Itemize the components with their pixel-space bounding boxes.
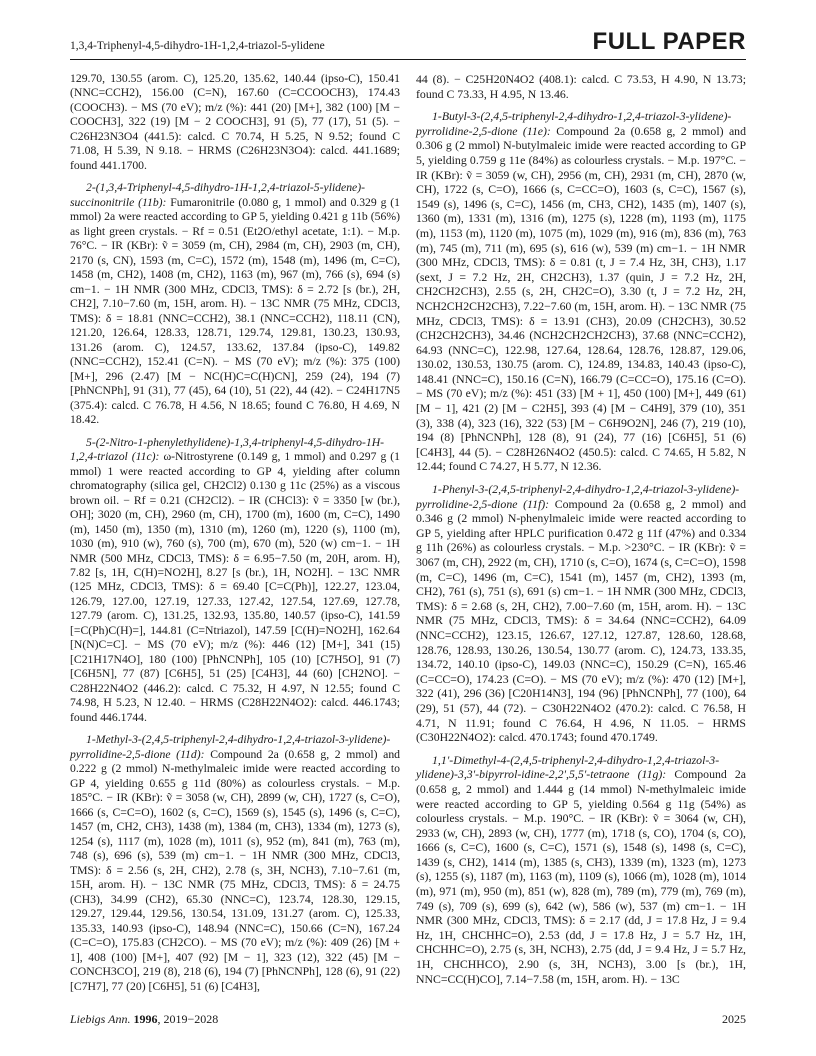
paragraph [416,109,746,474]
section-label: FULL PAPER [592,28,746,55]
paragraph [70,733,400,994]
right-column [416,72,746,994]
paragraph-body: ω-Nitrostyrene (0.149 g, 1 mmol) and 0.297 g (1 mmol) 1 were reacted according to GP 4, yielding after column chromatography (silica gel, CH2Cl2) 0.130 g 11c (25%) as a viscous brown oil. − Rf = 0.21 (CH2Cl2). − IR (CHCl3): ṽ = 3350 [w (br.), OH]; 3020 (m, CH), 2960 (m, CH), 1700 (m), 1600 (m, C=C), 1490 (m), 1450 (m), 1350 (m), 1310 (m), 1260 (m), 1220 (s), 1100 (m), 1030 (m), 910 (w), 760 (s), 700 (m), 670 (m), 520 (w) cm−1. − 1H NMR (500 MHz, CDCl3, TMS): δ = 6.95−7.50 (m, 20H, arom. H), 7.82 [s, 1H, C(H)=NO2H], 8.27 [s (br.), 1H, NO2H]. − 13C NMR (125 MHz, CDCl3, TMS): δ = 69.40 [C=C(Ph)], 122.27, 123.04, 126.79, 127.00, 127.19, 127.33, 127.42, 127.54, 127.69, 127.78, 127.79 (arom. C), 131.25, 132.93, 135.80, 140.57 (ipso-C), 141.59 [=C(Ph)C(H)=], 144.81 (C=Ntriazol), 147.59 [C(H)=NO2H], 162.64 [N(N)C=C]. − MS (70 eV); m/z (%): 446 (12) [M+], 341 (15) [C21H17N4O], 180 (100) [PhNCNPh], 105 (10) [C7H5O], 91 (7) [C6H5N], 77 (87) [C6H5], 51 (25) [C4H3], 44 (60) [CH2NO]. − C28H22N4O2 (446.2): calcd. C 75.32, H 4.97, N 12.55; found C 74.98, H 5.23, N 12.40. − HRMS (C28H22N4O2): calcd. 446.1743; found 446.1744. [70,450,400,724]
paragraph-body: Compound 2a (0.658 g, 2 mmol) and 0.346 g (2 mmol) N-phenylmaleic imide were reacted according to GP 5, yielding after HPLC purification 0.472 g 11f (47%) and 0.334 g 11h (26%) as colourless crystals. − M.p. >230°C. − IR (KBr): ṽ = 3067 (m, CH), 2922 (m, CH), 1710 (s, C=O), 1674 (s, C=C=O), 1598 (m, C=C), 1496 (m, C=C), 1541 (m), 1457 (m, CH2), 1393 (m, CH2), 761 (s), 751 (s), 691 (s) cm−1. − 1H NMR (300 MHz, CDCl3, TMS): δ = 2.68 (s, 2H, CH2), 7.00−7.60 (m, 15H, arom. H). − 13C NMR (75 MHz, CDCl3, TMS): δ = 34.64 (NNC=CCH2), 64.09 (NNC=CCH2), 123.15, 126.67, 127.12, 127.87, 128.60, 128.68, 128.76, 128.93, 130.26, 130.54, 130.77 (arom. C), 124.73, 133.35, 134.72, 140.10 (ipso-C), 149.03 (NNC=C), 150.29 (C=N), 165.46 (C=CC=O), 174.23 (C=O). − MS (70 eV); m/z (%): 470 (12) [M+], 322 (41), 296 (36) [C20H14N3], 194 (96) [PhNCNPh], 77 (100), 64 (29), 51 (57), 44 (72). − C30H22N4O2 (470.2): calcd. C 76.58, H 4.71, N 11.91; found C 76.64, H 4.96, N 11.05. − HRMS (C30H22N4O2): calcd. 470.1743; found 470.1749. [416,496,747,745]
journal-pages: 2019−2028 [163,1012,219,1026]
paragraph [416,753,746,987]
journal-citation: Liebigs Ann. 1996, 2019−2028 [70,1012,219,1026]
journal-year: 1996 [133,1012,158,1026]
paragraph [416,482,746,745]
compound-title: 1-Butyl-3-(2,4,5-triphenyl-2,4-dihydro-1,2,4-triazol-3-ylidene)-pyrrolidine-2,5-dione (11e): [416,109,732,138]
paragraph-body: Compound 2a (0.658 g, 2 mmol) and 1.444 g (14 mmol) N-methylmaleic imide were reacted according to GP 5, yielding 0.564 g 11g (54%) as colourless crystals. − M.p. 190°C. − IR (KBr): ṽ = 3064 (w, CH), 2933 (w, CH), 2893 (w, CH), 1777 (m), 1718 (s, CO), 1704 (s, CO), 1666 (s, C=C), 1600 (s, C=C), 1571 (s), 1548 (s), 1498 (s, C=C), 1439 (s, CH2), 1414 (m), 1385 (s, CH3), 1339 (m), 1323 (m), 1273 (s), 1255 (s), 1187 (m), 1163 (m), 1109 (s), 1066 (m), 1028 (m), 1014 (m), 971 (m), 950 (m), 851 (w), 828 (m), 789 (m), 779 (m), 769 (m), 749 (s), 709 (s), 699 (s), 642 (w), 586 (w), 537 (m) cm−1. − 1H NMR (300 MHz, CDCl3, TMS): δ = 2.17 (dd, J = 17.8 Hz, J = 9.4 Hz, 1H, CHCHHC=O), 2.53 (dd, J = 17.8 Hz, J = 5.7 Hz, 1H, CHCHHC=O), 2.75 (s, 3H, NCH3), 2.75 (dd, J = 9.4 Hz, J = 5.7 Hz, 1H, CHCHHCO), 2.90 (s, 3H, NCH3), 3.00 [s (br.), 1H, NNC=CC(H)CO], 7.14−7.58 (m, 15H, arom. H). − 13C [416,767,747,986]
paragraph [70,436,400,726]
paragraph-body: Compound 2a (0.658 g, 2 mmol) and 0.222 g (2 mmol) N-methylmaleic imide were reacted according to GP 4, yielding 0.655 g 11d (80%) as colourless crystals. − M.p. 185°C. − IR (KBr): ṽ = 3058 (w, CH), 2899 (w, CH), 1727 (s, C=O), 1666 (s, C=C=O), 1602 (s, C=C), 1569 (s), 1545 (s), 1496 (s, C=C), 1457 (m, CH2, CH3), 1438 (m), 1384 (m, CH3), 1334 (m), 1273 (s), 1254 (s), 1117 (m), 1028 (m), 1011 (s), 952 (m), 841 (m), 763 (m), 748 (s), 696 (s), 539 (m) cm−1. − 1H NMR (300 MHz, CDCl3, TMS): δ = 2.56 (s, 2H, CH2), 2.78 (s, 3H, NCH3), 7.10−7.61 (m, 15H, arom. H). − 13C NMR (75 MHz, CDCl3, TMS): δ = 24.75 (CH3), 34.99 (CH2), 65.30 (NNC=C), 123.74, 128.30, 129.15, 129.27, 129.44, 129.56, 130.54, 131.09, 131.27 (arom. C), 125.33, 135.33, 140.93 (ipso-C), 148.94 (NNC=C), 150.66 (C=N), 167.24 (C=C=O), 175.83 (CH2CO). − MS (70 eV); m/z (%): 409 (26) [M + 1], 408 (100) [M+], 407 (92) [M − 1], 323 (12), 322 (45) [M − CONCH3CO], 219 (8), 218 (6), 194 (7) [PhNCNPh], 128 (6), 91 (22) [C7H7], 77 (20) [C6H5], 51 (6) [C4H3], [70,747,401,993]
paragraph-body: 44 (8). − C25H20N4O2 (408.1): calcd. C 73.53, H 4.90, N 13.73; found C 73.33, H 4.95, N 13.46. [416,72,746,101]
compound-title: 1-Phenyl-3-(2,4,5-triphenyl-2,4-dihydro-1,2,4-triazol-3-ylidene)-pyrrolidine-2,5-dione (11f): [416,482,740,511]
journal-name: Liebigs Ann. [70,1012,131,1026]
paragraph [416,72,746,101]
paragraph [70,72,400,173]
header-rule [70,59,746,60]
paragraph [70,181,400,427]
paragraph-body: Fumaronitrile (0.080 g, 1 mmol) and 0.329 g (1 mmol) 2a were reacted according to GP 5, yielding 0.421 g 11b (56%) as light green crystals. − Rf = 0.51 (Et2O/ethyl acetate, 1:1). − M.p. 76°C. − IR (KBr): ṽ = 3059 (m, CH), 2984 (m, CH), 2903 (m, CH), 2170 (s, CN), 1593 (m, C=C), 1572 (m), 1548 (m), 1496 (m, C=C), 1458 (m, CH2), 1408 (m, CH2), 1163 (m), 967 (m), 766 (s), 694 (s) cm−1. − 1H NMR (300 MHz, CDCl3, TMS): δ = 2.72 [s (br.), 2H, CH2], 7.10−7.60 (m, 15H, arom. H). − 13C NMR (75 MHz, CDCl3, TMS): δ = 18.81 (NNC=CCH2), 38.1 (NNC=CCH2), 118.11 (CN), 121.20, 126.64, 128.33, 128.71, 129.74, 129.81, 130.23, 130.93, 131.26 (arom. C), 124.57, 133.62, 137.84 (ipso-C), 149.82 (NNC=CCH2), 152.41 (C=N). − MS (70 eV); m/z (%): 375 (100) [M+], 296 (2.47) [M − NC(H)C=C(H)CN], 259 (24), 194 (7) [PhNCNPh], 91 (31), 77 (45), 64 (10), 51 (22), 44 (42). − C24H17N5 (375.4): calcd. C 76.78, H 4.56, N 18.65; found C 76.80, H 4.69, N 18.42. [70,195,401,427]
paragraph-body: Compound 2a (0.658 g, 2 mmol) and 0.306 g (2 mmol) N-butylmaleic imide were reacted according to GP 5, yielding 0.759 g 11e (84%) as colourless crystals. − M.p. 197°C. − IR (KBr): ṽ = 3059 (w, CH), 2956 (m, CH), 2931 (m, CH), 2870 (w, CH), 1722 (s, C=O), 1666 (s, C=CC=O), 1603 (s, C=C), 1567 (s), 1549 (s), 1496 (s, C=C), 1456 (m, CH3, CH2), 1435 (m), 1407 (s), 1360 (m), 1331 (m), 1316 (m), 1275 (s), 1228 (m), 1193 (m), 1175 (m), 1153 (m), 1120 (m), 1075 (m), 1029 (m), 916 (m), 836 (m), 763 (m), 745 (m), 711 (m), 695 (s), 616 (w), 539 (m) cm−1. − 1H NMR (300 MHz, CDCl3, TMS): δ = 0.81 (t, J = 7.4 Hz, 3H, CH3), 1.17 (sext, J = 7.2 Hz, 2H, CH2CH3), 1.37 (quin, J = 7.2 Hz, 2H, CH2CH2CH3), 2.55 (s, 2H, CH2C=O), 3.30 (t, J = 7.2 Hz, 2H, NCH2CH2CH2CH3), 7.22−7.60 (m, 15H, arom. H). − 13C NMR (75 MHz, CDCl3, TMS): δ = 13.91 (CH3), 20.09 (CH2CH3), 30.52 (CH2CH2CH3), 34.46 (NCH2CH2CH2CH3), 37.68 (NNC=CCH2), 64.93 (NNC=C), 122.98, 127.64, 128.64, 128.76, 128.87, 129.06, 130.02, 130.53, 130.75 (arom. C), 124.89, 134.83, 140.43 (ipso-C), 148.41 (NNC=C), 150.16 (C=N), 166.79 (C=CC=O), 175.16 (C=O). − MS (70 eV); m/z (%): 451 (33) [M + 1], 450 (100) [M+], 449 (61) [M − 1], 421 (2) [M − C2H5], 393 (4) [M − C4H9], 379 (10), 351 (3), 338 (4), 323 (16), 322 (53) [M − C6H9O2N], 246 (7), 219 (10), 194 (8) [PhNCNPh], 128 (8), 91 (24), 77 (16) [C6H5], 51 (6) [C4H3], 44 (5). − C28H26N4O2 (450.5): calcd. C 74.65, H 5.82, N 12.44; found C 74.27, H 5.77, N 12.36. [416,123,746,474]
compound-title: 5-(2-Nitro-1-phenylethylidene)-1,3,4-triphenyl-4,5-dihydro-1H-1,2,4-triazol (11c): [70,435,385,464]
compound-title: 1-Methyl-3-(2,4,5-triphenyl-2,4-dihydro-1,2,4-triazol-3-ylidene)-pyrrolidine-2,5-dione (11d): [70,733,391,761]
compound-title: 2-(1,3,4-Triphenyl-4,5-dihydro-1H-1,2,4-triazol-5-ylidene)-succinonitrile (11b): [70,181,366,209]
compound-title: 1,1'-Dimethyl-4-(2,4,5-triphenyl-2,4-dihydro-1,2,4-triazol-3-ylidene)-3,3'-bipyrrol-idine-2,2',5,5'-tetraone (11g): [416,752,720,782]
paragraph-body: 129.70, 130.55 (arom. C), 125.20, 135.62, 140.44 (ipso-C), 150.41 (NNC=CCH2), 156.00 (C=N), 167.60 (C=CCOOCH3), 174.43 (COOCH3). − MS (70 eV); m/z (%): 441 (20) [M+], 382 (100) [M − COOCH3], 322 (19) [M − 2 COOCH3], 91 (5), 77 (17), 51 (5). − C26H23N3O4 (441.5): calcd. C 70.74, H 5.25, N 9.52; found C 71.08, H 5.39, N 9.18. − HRMS (C26H23N3O4): calcd. 441.1689; found 441.1700. [70,72,400,172]
left-column [70,72,400,1002]
running-title: 1,3,4-Triphenyl-4,5-dihydro-1H-1,2,4-triazol-5-ylidene [70,40,325,52]
page-number: 2025 [722,1012,746,1026]
